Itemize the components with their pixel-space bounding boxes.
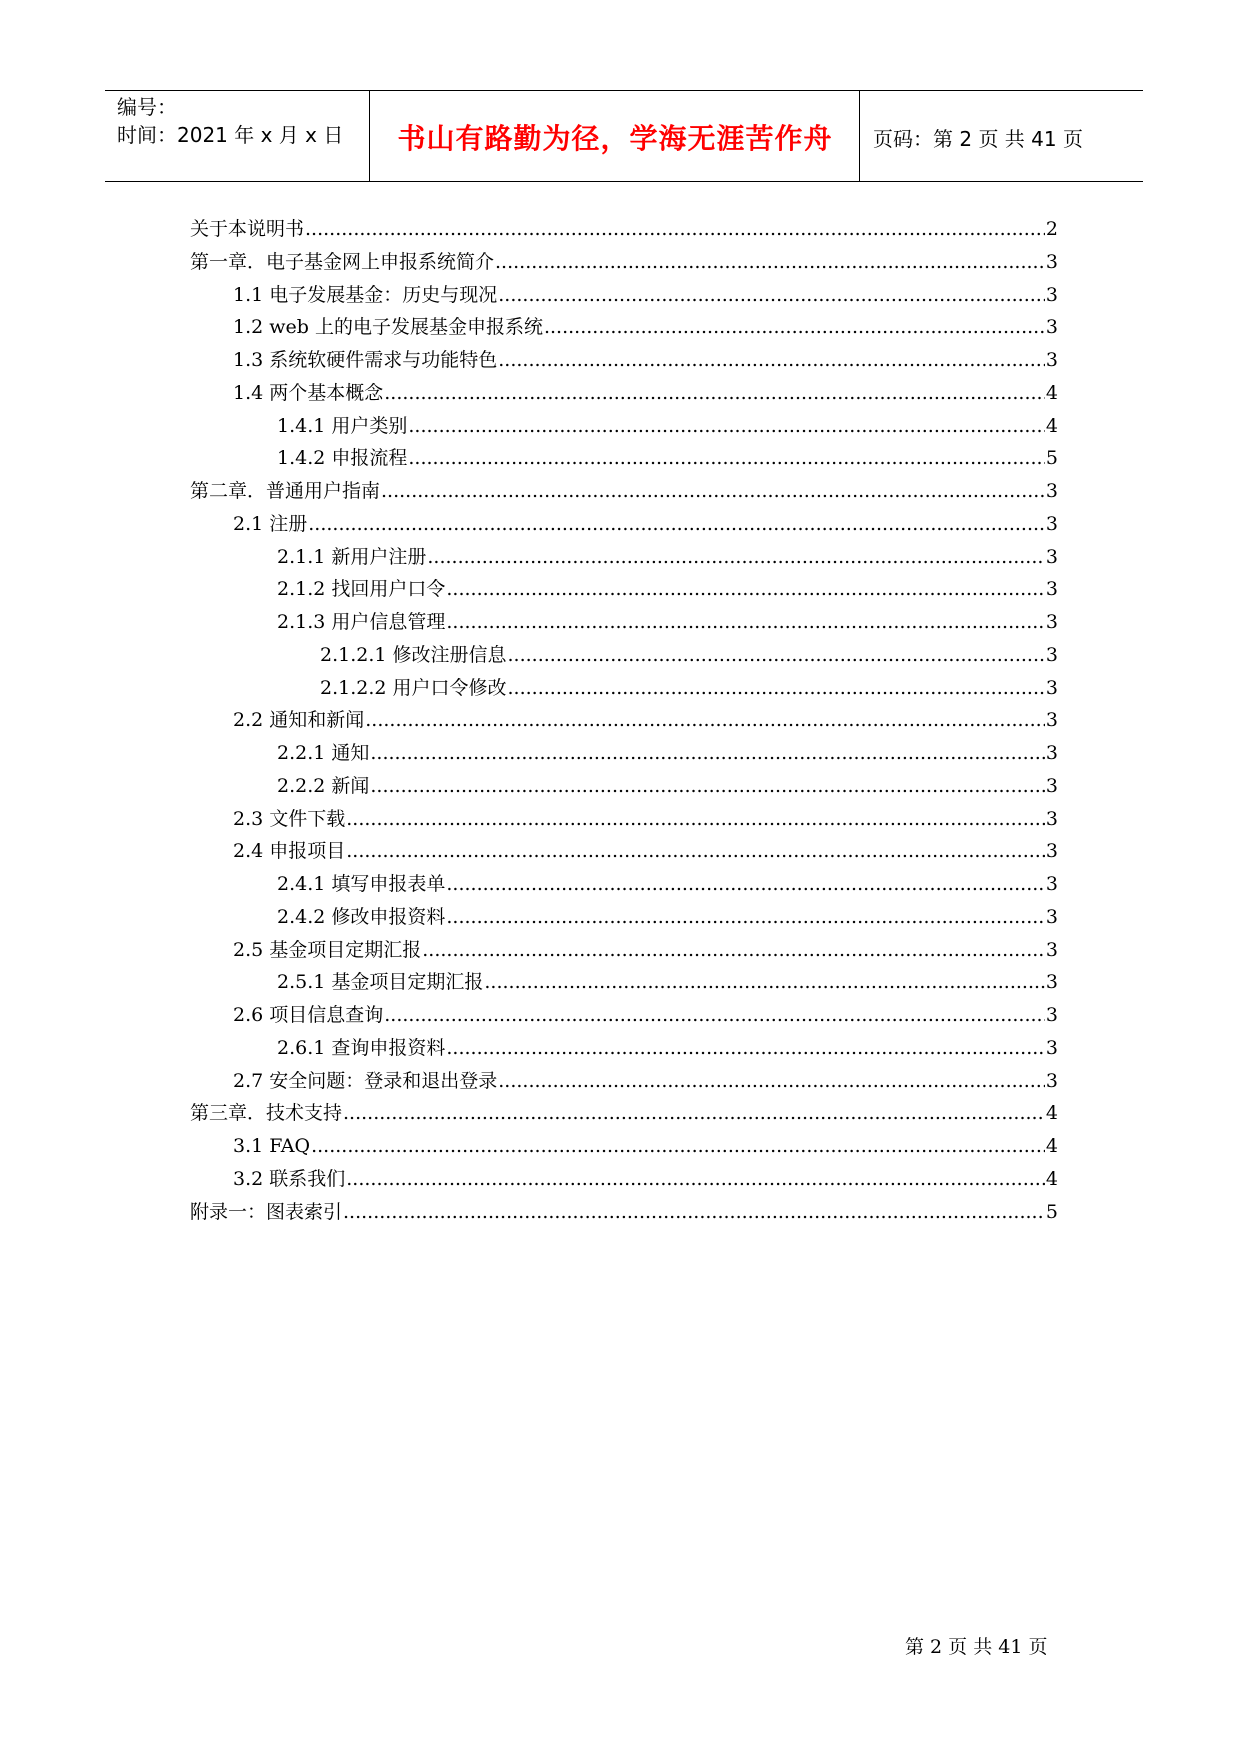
page-footer: 第 2 页 共 41 页 [905, 1636, 1048, 1658]
toc-entry[interactable] [190, 1163, 1058, 1196]
toc-leader-dots [446, 573, 1045, 606]
toc-leader-dots [343, 1196, 1045, 1229]
toc-leader-dots [508, 639, 1045, 672]
toc-leader-dots [370, 770, 1045, 803]
header-divider [369, 91, 370, 181]
toc-entry-title: 2.1.2.1 修改注册信息 [320, 643, 507, 666]
toc-entry-title: 3.1 FAQ [233, 1135, 311, 1157]
toc-entry-page-number: 3 [1045, 643, 1058, 666]
toc-entry-title: 2.1.3 用户信息管理 [277, 611, 446, 633]
toc-entry-page-number: 3 [1045, 676, 1058, 699]
toc-leader-dots [508, 672, 1045, 705]
toc-entry[interactable] [190, 344, 1058, 377]
toc-entry-title: 2.2 通知和新闻 [233, 709, 365, 732]
header-meta [117, 93, 343, 149]
toc-leader-dots [446, 901, 1045, 934]
toc-entry-page-number: 3 [1045, 283, 1058, 306]
header-divider [859, 91, 860, 181]
toc-entry-page-number: 3 [1045, 1004, 1058, 1026]
toc-entry-title: 2.2.2 新闻 [277, 774, 370, 797]
toc-leader-dots [446, 1032, 1045, 1065]
toc-entry[interactable] [190, 311, 1058, 344]
toc-entry-page-number: 5 [1045, 1200, 1058, 1223]
toc-entry[interactable] [190, 508, 1058, 541]
toc-entry-page-number: 3 [1045, 807, 1058, 830]
toc-entry[interactable] [190, 672, 1058, 705]
toc-entry-title: 第三章．技术支持 [190, 1102, 343, 1125]
toc-entry-page-number: 4 [1045, 414, 1058, 437]
toc-leader-dots [498, 279, 1045, 312]
toc-leader-dots [544, 311, 1045, 344]
toc-leader-dots [346, 835, 1045, 868]
toc-entry-page-number: 3 [1045, 1069, 1058, 1092]
toc-entry-page-number: 3 [1045, 774, 1058, 797]
toc-entry-title: 1.4 两个基本概念 [233, 381, 384, 404]
toc-entry-page-number: 3 [1045, 971, 1058, 994]
toc-leader-dots [427, 541, 1045, 574]
toc-entry-title: 3.2 联系我们 [233, 1167, 346, 1190]
toc-entry-title: 1.4.2 申报流程 [277, 447, 408, 470]
toc-entry-page-number: 4 [1045, 1167, 1058, 1190]
toc-entry[interactable] [190, 1130, 1058, 1163]
toc-leader-dots [308, 508, 1045, 541]
toc-entry-title: 2.7 安全问题：登录和退出登录 [233, 1069, 498, 1092]
toc-entry[interactable] [190, 541, 1058, 574]
page-header [105, 90, 1143, 182]
header-motto: 书山有路勤为径，学海无涯苦作舟 [397, 122, 833, 155]
toc-entry[interactable] [190, 1196, 1058, 1229]
toc-entry[interactable] [190, 573, 1058, 606]
toc-entry-page-number: 3 [1045, 480, 1058, 502]
toc-entry-title: 2.5.1 基金项目定期汇报 [277, 971, 484, 994]
toc-entry-page-number: 2 [1045, 218, 1058, 240]
toc-entry[interactable] [190, 835, 1058, 868]
toc-entry[interactable] [190, 279, 1058, 312]
toc-leader-dots [498, 344, 1045, 377]
toc-entry-title: 1.4.1 用户类别 [277, 414, 408, 437]
toc-entry[interactable] [190, 1065, 1058, 1098]
toc-entry[interactable] [190, 966, 1058, 999]
toc-entry-page-number: 3 [1045, 709, 1058, 732]
toc-entry-title: 第二章．普通用户指南 [190, 480, 381, 502]
toc-entry[interactable] [190, 639, 1058, 672]
toc-entry-page-number: 3 [1045, 840, 1058, 863]
toc-entry-page-number: 4 [1045, 381, 1058, 404]
toc-entry-title: 2.3 文件下载 [233, 807, 346, 830]
toc-entry-title: 2.1.1 新用户注册 [277, 545, 427, 568]
toc-entry[interactable] [190, 246, 1058, 279]
toc-entry-title: 附录一：图表索引 [190, 1200, 343, 1223]
toc-leader-dots [498, 1065, 1045, 1098]
toc-entry[interactable] [190, 770, 1058, 803]
toc-entry[interactable] [190, 377, 1058, 410]
toc-leader-dots [446, 868, 1045, 901]
toc-entry-title: 2.5 基金项目定期汇报 [233, 938, 422, 961]
toc-entry[interactable] [190, 213, 1058, 246]
toc-entry[interactable] [190, 606, 1058, 639]
toc-entry-title: 2.4.1 填写申报表单 [277, 873, 446, 895]
toc-entry-title: 2.1.2.2 用户口令修改 [320, 676, 507, 699]
toc-entry-page-number: 3 [1045, 938, 1058, 961]
toc-entry[interactable] [190, 934, 1058, 967]
toc-leader-dots [346, 1163, 1045, 1196]
toc-leader-dots [408, 442, 1045, 475]
toc-entry-title: 2.6 项目信息查询 [233, 1004, 384, 1026]
header-page-info: 页码：第 2 页 共 41 页 [873, 127, 1083, 151]
toc-leader-dots [408, 410, 1045, 443]
table-of-contents [190, 213, 1058, 1228]
toc-entry-page-number: 4 [1045, 1102, 1058, 1125]
toc-leader-dots [495, 246, 1045, 279]
number-label: 编号： [117, 95, 177, 119]
toc-entry-page-number: 3 [1045, 349, 1058, 371]
toc-entry-title: 2.1 注册 [233, 512, 308, 535]
toc-leader-dots [311, 1130, 1045, 1163]
toc-leader-dots [343, 1097, 1045, 1130]
toc-entry-page-number: 3 [1045, 545, 1058, 568]
toc-entry-page-number: 3 [1045, 611, 1058, 633]
toc-leader-dots [381, 475, 1045, 508]
toc-entry[interactable] [190, 999, 1058, 1032]
toc-leader-dots [484, 966, 1045, 999]
time-label: 时间：2021 年 x 月 x 日 [117, 123, 344, 147]
toc-entry[interactable] [190, 410, 1058, 443]
toc-entry-title: 1.1 电子发展基金：历史与现况 [233, 283, 498, 306]
toc-entry[interactable] [190, 1097, 1058, 1130]
toc-entry-title: 关于本说明书 [190, 218, 305, 240]
toc-entry-page-number: 3 [1045, 250, 1058, 273]
toc-leader-dots [422, 934, 1045, 967]
toc-entry[interactable] [190, 442, 1058, 475]
toc-entry[interactable] [190, 803, 1058, 836]
toc-leader-dots [346, 803, 1045, 836]
toc-leader-dots [384, 377, 1045, 410]
toc-entry[interactable] [190, 475, 1058, 508]
toc-entry-page-number: 3 [1045, 742, 1058, 764]
toc-entry[interactable] [190, 704, 1058, 737]
toc-leader-dots [370, 737, 1045, 770]
toc-entry-title: 2.2.1 通知 [277, 742, 370, 764]
toc-leader-dots [446, 606, 1045, 639]
toc-leader-dots [384, 999, 1045, 1032]
toc-leader-dots [365, 704, 1045, 737]
toc-entry-page-number: 4 [1045, 1135, 1058, 1157]
toc-entry-title: 第一章．电子基金网上申报系统简介 [190, 250, 495, 273]
toc-leader-dots [305, 213, 1045, 246]
toc-entry[interactable] [190, 901, 1058, 934]
toc-entry-title: 1.3 系统软硬件需求与功能特色 [233, 349, 498, 371]
toc-entry[interactable] [190, 737, 1058, 770]
toc-entry-title: 2.6.1 查询申报资料 [277, 1036, 446, 1059]
toc-entry-title: 1.2 web 上的电子发展基金申报系统 [233, 316, 543, 339]
toc-entry-title: 2.4.2 修改申报资料 [277, 905, 446, 928]
toc-entry-page-number: 3 [1045, 512, 1058, 535]
toc-entry-page-number: 3 [1045, 316, 1058, 339]
toc-entry[interactable] [190, 868, 1058, 901]
toc-entry-page-number: 5 [1045, 447, 1058, 470]
toc-entry-page-number: 3 [1045, 1036, 1058, 1059]
toc-entry[interactable] [190, 1032, 1058, 1065]
toc-entry-page-number: 3 [1045, 905, 1058, 928]
toc-entry-page-number: 3 [1045, 578, 1058, 601]
toc-entry-title: 2.4 申报项目 [233, 840, 346, 863]
toc-entry-page-number: 3 [1045, 873, 1058, 895]
toc-entry-title: 2.1.2 找回用户口令 [277, 578, 446, 601]
